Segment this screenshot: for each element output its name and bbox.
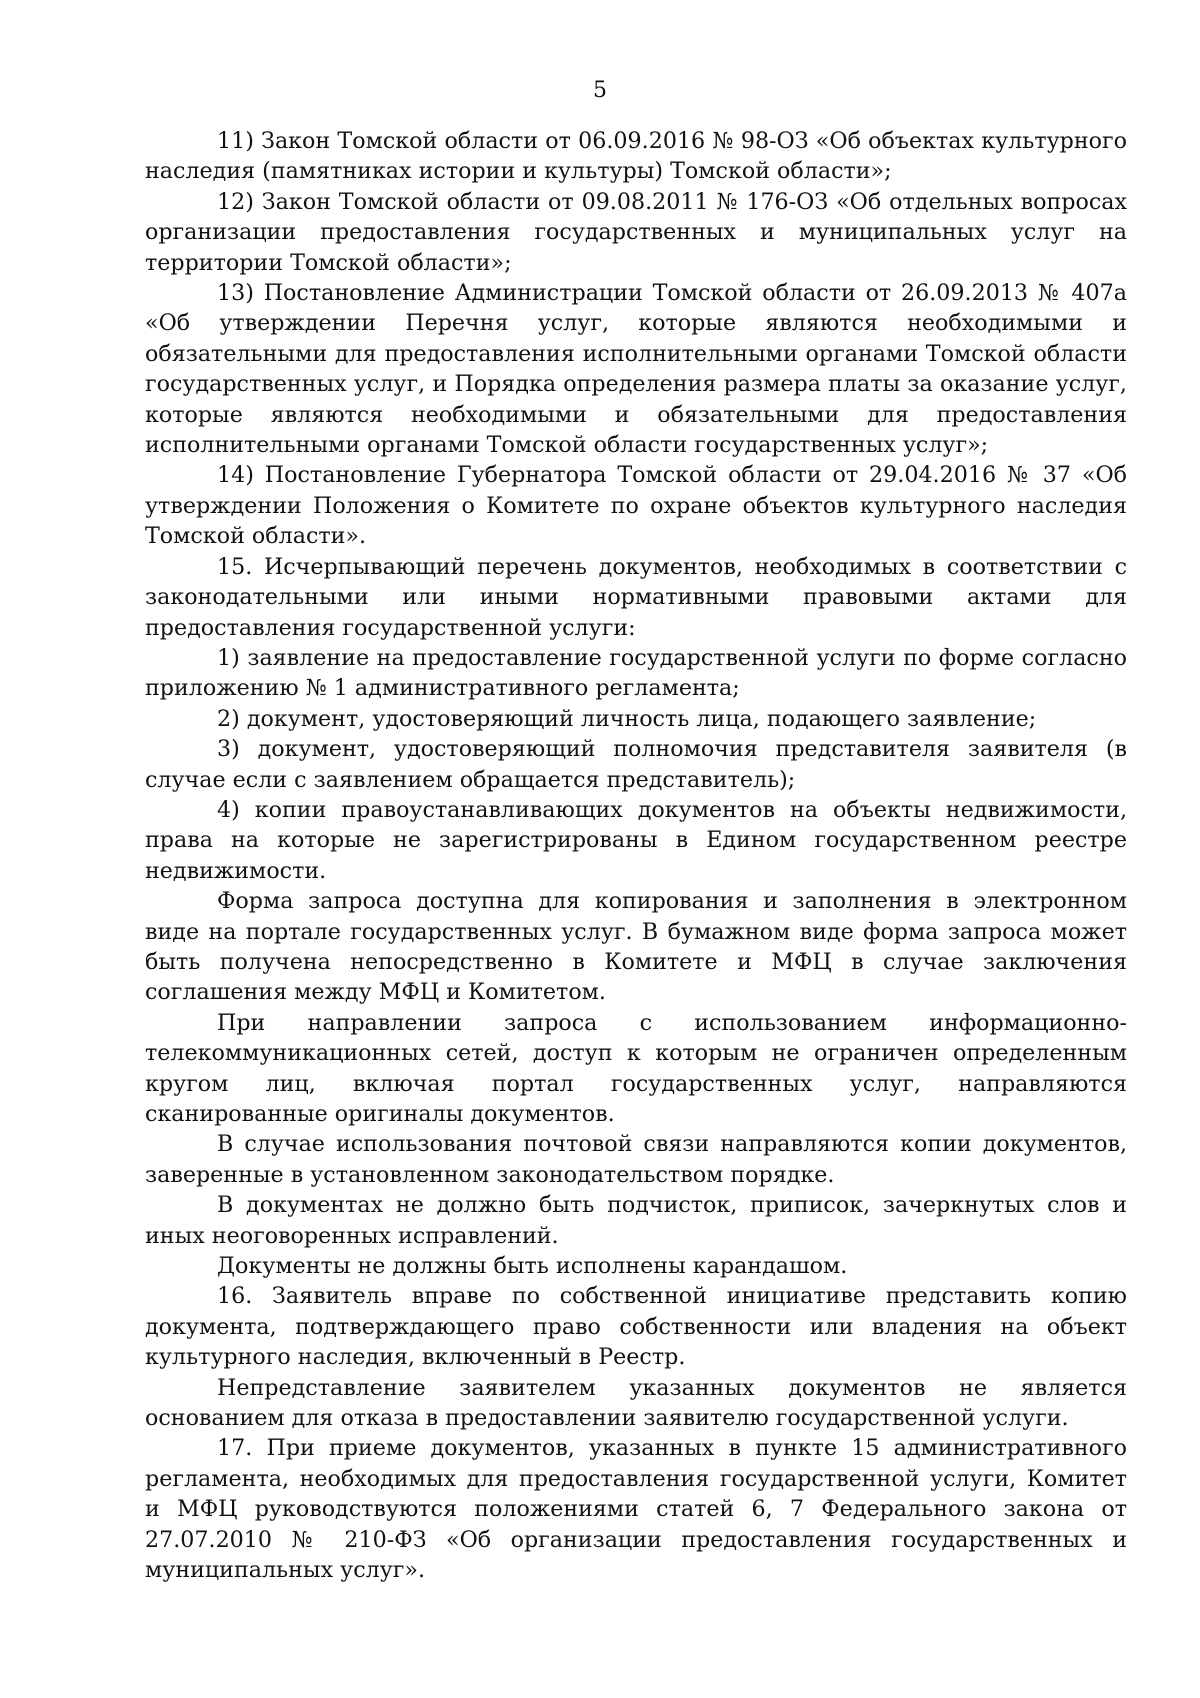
paragraph-request-form: Форма запроса доступна для копирования и заполнения в электронном виде на портале государственных услуг. В бумажном виде форма запроса может быть получена непосредственно в Комитете и МФЦ в случае заключения соглашения между МФЦ и Комитетом. <box>145 888 1127 1006</box>
list-item-representative-authority: 3) документ, удостоверяющий полномочия представителя заявителя (в случае если с заявлением обращается представитель); <box>145 736 1127 793</box>
paragraph-non-submission: Непредставление заявителем указанных документов не является основанием для отказа в предоставлении заявителю государственной услуги. <box>145 1374 1127 1432</box>
list-item-title-documents: 4) копии правоустанавливающих документов на объекты недвижимости, права на которые не зарегистрированы в Едином государственном реестре недвижимости. <box>145 796 1127 884</box>
list-item-identity-document: 2) документ, удостоверяющий личность лица, подающего заявление; <box>217 705 1037 732</box>
paragraph-resolution-407a: 13) Постановление Администрации Томской области от 26.09.2013 № 407а «Об утверждении Перечня услуг, которые являются необходимыми и обязательными для предоставления исполнительными органами Томской области государственных услуг, и Порядка определения размера платы за оказание услуг, которые являются необходимыми и обязательными для предоставления исполнительными органами Томской области государственных услуг»; <box>145 280 1127 459</box>
paragraph-section-16: 16. Заявитель вправе по собственной инициативе представить копию документа, подтверждающего право собственности или владения на объект культурного наследия, включенный в Реестр. <box>145 1283 1127 1371</box>
paragraph-section-17: 17. При приеме документов, указанных в пункте 15 административного регламента, необходимых для предоставления государственной услуги, Комитет и МФЦ руководствуются положениями статей 6, 7 Федерального закона от 27.07.2010 № 210-ФЗ «Об организации предоставления государственных и муниципальных услуг». <box>145 1435 1127 1584</box>
paragraph-no-corrections: В документах не должно быть подчисток, приписок, зачеркнутых слов и иных неоговоренных исправлений. <box>145 1192 1127 1249</box>
list-item-application: 1) заявление на предоставление государственной услуги по форме согласно приложению № 1 административного регламента; <box>145 644 1127 702</box>
paragraph-postal-submission: В случае использования почтовой связи направляются копии документов, заверенные в установленном законодательством порядке. <box>145 1131 1127 1188</box>
paragraph-resolution-37: 14) Постановление Губернатора Томской области от 29.04.2016 № 37 «Об утверждении Положения о Комитете по охране объектов культурного наследия Томской области». <box>145 462 1127 550</box>
document-body <box>145 126 1127 1586</box>
paragraph-law-98-oz: 11) Закон Томской области от 06.09.2016 № 98-ОЗ «Об объектах культурного наследия (памятниках истории и культуры) Томской области»; <box>145 128 1127 185</box>
paragraph-no-pencil: Документы не должны быть исполнены карандашом. <box>217 1253 848 1280</box>
paragraph-section-15: 15. Исчерпывающий перечень документов, необходимых в соответствии с законодательными или иными нормативными правовыми актами для предоставления государственной услуги: <box>145 553 1127 641</box>
paragraph-electronic-submission: При направлении запроса с использованием информационно-телекоммуникационных сетей, доступ к которым не ограничен определенным кругом лиц, включая портал государственных услуг, направляются сканированные оригиналы документов. <box>145 1009 1127 1127</box>
paragraph-law-176-oz: 12) Закон Томской области от 09.08.2011 № 176-ОЗ «Об отдельных вопросах организации предоставления государственных и муниципальных услуг на территории Томской области»; <box>145 188 1127 276</box>
page-number: 5 <box>593 78 607 103</box>
